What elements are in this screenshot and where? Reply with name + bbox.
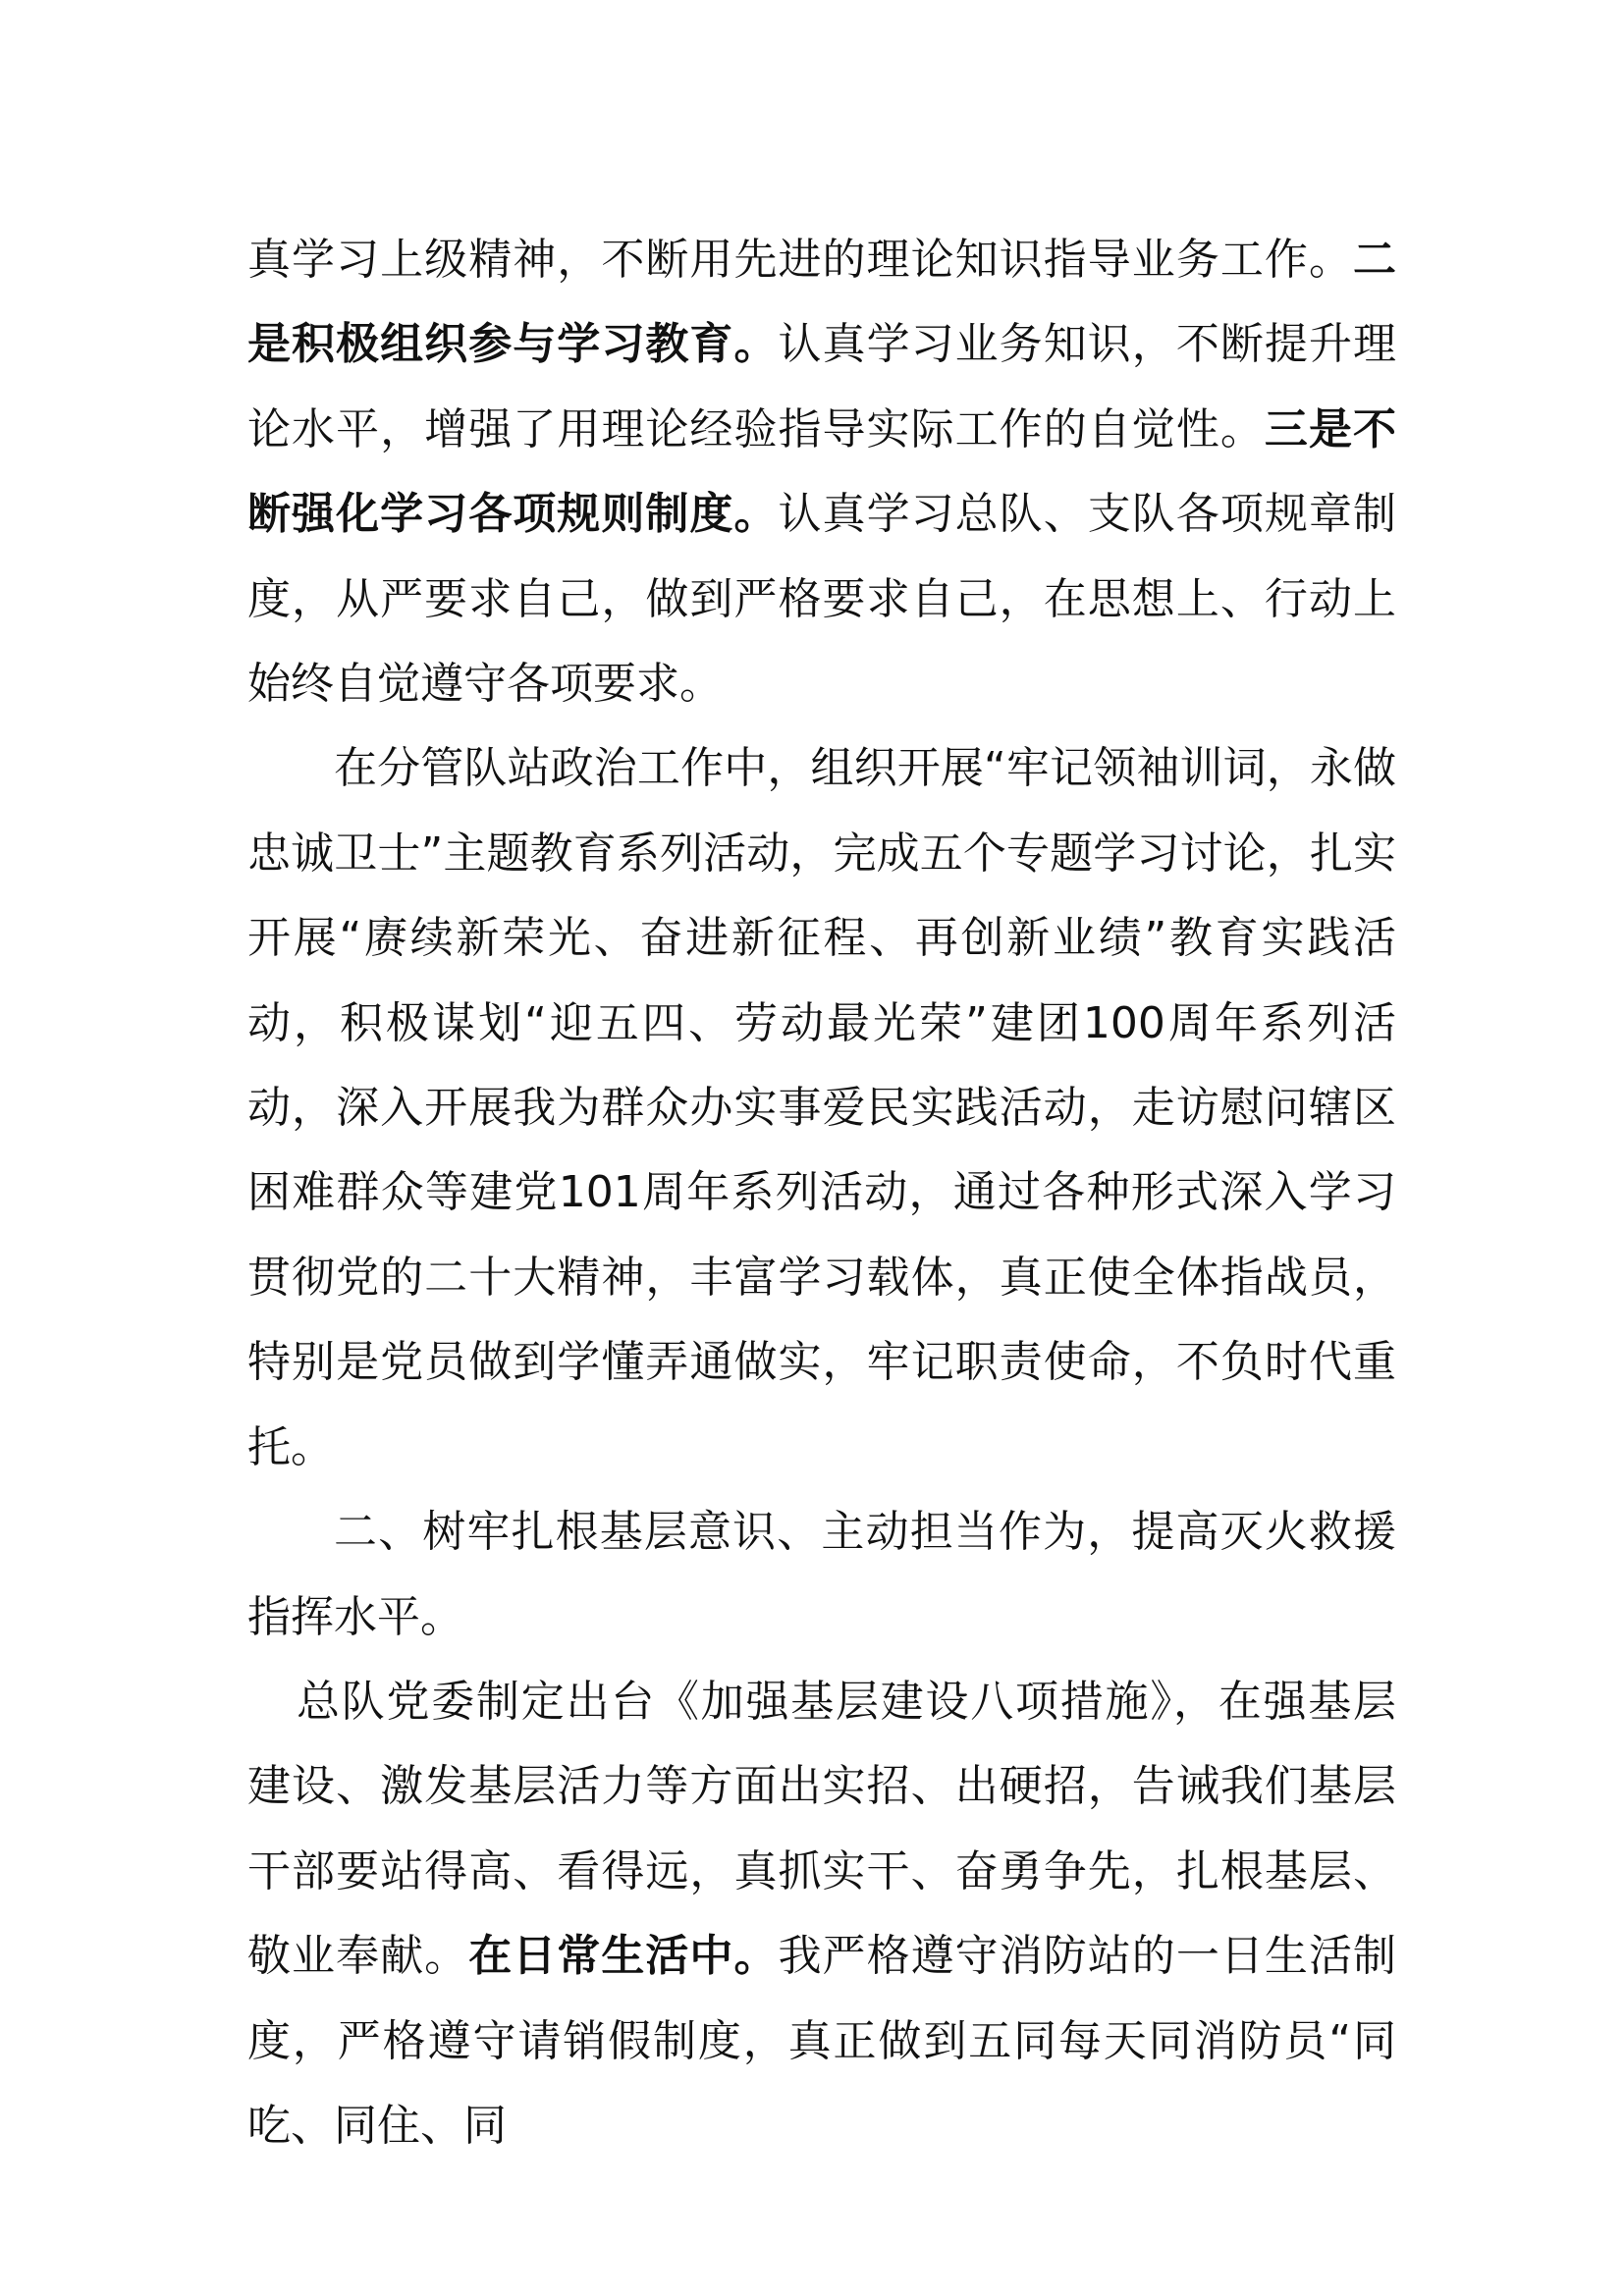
- paragraph-study-continuation: [247, 218, 1396, 726]
- paragraph-grassroots: [247, 1660, 1396, 2168]
- text-run: 在分管队站政治工作中，组织开展“牢记领袖训词，永做忠诚卫士”主题教育系列活动，完成五个专题学习讨论，扎实开展“赓续新荣光、奋进新征程、再创新业绩”教育实践活动，积极谋划“迎五四、劳动最光荣”建团100周年系列活动，深入开展我为群众办实事爱民实践活动，走访慰问辖区困难群众等建党101周年系列活动，通过各种形式深入学习贯彻党的二十大精神，丰富学习载体，真正使全体指战员，特别是党员做到学懂弄通做实，牢记职责使命，不负时代重托。: [247, 743, 1396, 1472]
- bold-heading-run: 在日常生活中。: [468, 1931, 779, 1982]
- text-run: 真学习上级精神，不断用先进的理论知识指导业务工作。: [247, 235, 1353, 285]
- bold-heading-run: 三是不断强化学习各项规则制度。: [247, 403, 1397, 540]
- paragraph-political-work: [247, 726, 1396, 1490]
- text-run: 总队党委制定出台《加强基层建设八项措施》，在强基层建设、激发基层活力等方面出实招、出硬招，告诫我们基层干部要站得高、看得远，真抓实干、奋勇争先，扎根基层、敬业奉献。: [247, 1676, 1396, 1982]
- text-run: 我严格遵守消防站的一日生活制度，严格遵守请销假制度，真正做到五同每天同消防员“同吃、同住、同: [247, 1931, 1397, 2151]
- document-body: [247, 218, 1396, 2168]
- text-run: 认真学习业务知识，不断提升理论水平，增强了用理论经验指导实际工作的自觉性。: [247, 319, 1397, 454]
- bold-heading-run: 二是积极组织参与学习教育。: [247, 235, 1396, 370]
- text-run: 认真学习总队、支队各项规章制度，从严要求自己，做到严格要求自己，在思想上、行动上始终自觉遵守各项要求。: [247, 489, 1397, 710]
- section-heading-two: [247, 1490, 1396, 1660]
- text-run: 二、树牢扎根基层意识、主动担当作为，提高灭火救援指挥水平。: [247, 1507, 1396, 1642]
